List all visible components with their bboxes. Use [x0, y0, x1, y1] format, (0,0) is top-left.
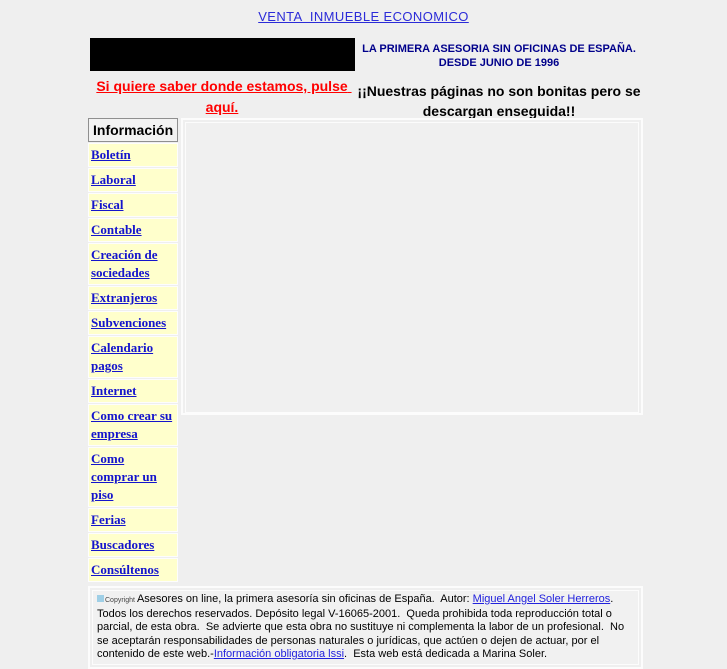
sidebar-link-como-comprar-piso[interactable]: Como comprar un piso — [91, 451, 157, 502]
sidebar-link-creacion-sociedades[interactable]: Creación de sociedades — [91, 247, 158, 280]
sidebar-link-contable[interactable]: Contable — [91, 222, 142, 237]
sidebar-item-contable — [89, 219, 177, 241]
sidebar-link-ferias[interactable]: Ferias — [91, 512, 126, 527]
sidebar-item-buscadores — [89, 534, 177, 556]
sidebar-link-internet[interactable]: Internet — [91, 383, 137, 398]
header-right-column — [357, 42, 645, 121]
sidebar-link-fiscal[interactable]: Fiscal — [91, 197, 124, 212]
sidebar-item-consultenos — [89, 559, 177, 581]
tagline-line1: LA PRIMERA ASESORIA SIN OFICINAS DE ESPAÑA. — [362, 43, 636, 55]
location-link[interactable]: Si quiere saber donde estamos, pulse aquí. — [96, 78, 352, 115]
copyright-segment-3: . Esta web está dedicada a Marina Soler. — [344, 648, 548, 660]
copyright-icon — [97, 595, 104, 602]
sidebar-link-boletin[interactable]: Boletín — [91, 147, 131, 162]
header-left-column — [88, 38, 356, 118]
author-link[interactable]: Miguel Angel Soler Herreros — [472, 593, 611, 605]
sidebar-heading: Información — [88, 118, 178, 142]
sidebar-item-como-comprar-piso — [89, 448, 177, 506]
sidebar-item-internet — [89, 380, 177, 402]
lssi-link[interactable]: Información obligatoria lssi — [213, 648, 345, 660]
page-title — [0, 8, 727, 26]
sidebar-item-boletin — [89, 144, 177, 166]
copyright-segment-2: . Todos los derechos reservados. Depósito legal V-16065-2001. Queda prohibida toda reproducción total o parcial, de esta obra. Se advierte que esta obra no sustituye ni complementa la labor de un profesional. No se aceptarán responsabilidades de personas naturales o jurídicas, que actúen o dejen de actuar, por el contenido de este web.- — [97, 593, 628, 660]
main-content-empty — [185, 122, 639, 413]
sidebar-item-fiscal — [89, 194, 177, 216]
sidebar-item-laboral — [89, 169, 177, 191]
sidebar-link-buscadores[interactable]: Buscadores — [91, 537, 155, 552]
sidebar-item-extranjeros — [89, 287, 177, 309]
slogan-text: ¡¡Nuestras páginas no son bonitas pero se descargan enseguida!! — [357, 83, 645, 119]
sidebar-item-calendario-pagos — [89, 337, 177, 377]
content-area — [88, 118, 643, 669]
title-link[interactable]: VENTA INMUEBLE ECONOMICO — [258, 9, 469, 24]
sidebar-item-como-crear-empresa — [89, 405, 177, 445]
sidebar-link-laboral[interactable]: Laboral — [91, 172, 136, 187]
main-content-frame — [181, 118, 643, 415]
copyright-word: Copyright — [105, 597, 135, 604]
copyright-text — [97, 593, 634, 662]
copyright-segment-1: Asesores on line, la primera asesoría sin oficinas de España. Autor: — [136, 593, 473, 605]
sidebar-item-ferias — [89, 509, 177, 531]
copyright-box — [88, 586, 643, 669]
sidebar-link-subvenciones[interactable]: Subvenciones — [91, 315, 167, 330]
tagline-line2: DESDE JUNIO DE 1996 — [438, 57, 560, 69]
sidebar-item-creacion-sociedades — [89, 244, 177, 284]
sidebar-item-subvenciones — [89, 312, 177, 334]
sidebar-link-extranjeros[interactable]: Extranjeros — [91, 290, 158, 305]
sidebar-nav — [88, 118, 178, 584]
banner-image — [90, 38, 355, 71]
sidebar-link-consultenos[interactable]: Consúltenos — [91, 562, 159, 577]
sidebar-link-calendario-pagos[interactable]: Calendario pagos — [91, 340, 154, 373]
sidebar-link-como-crear-empresa[interactable]: Como crear su empresa — [91, 408, 173, 441]
